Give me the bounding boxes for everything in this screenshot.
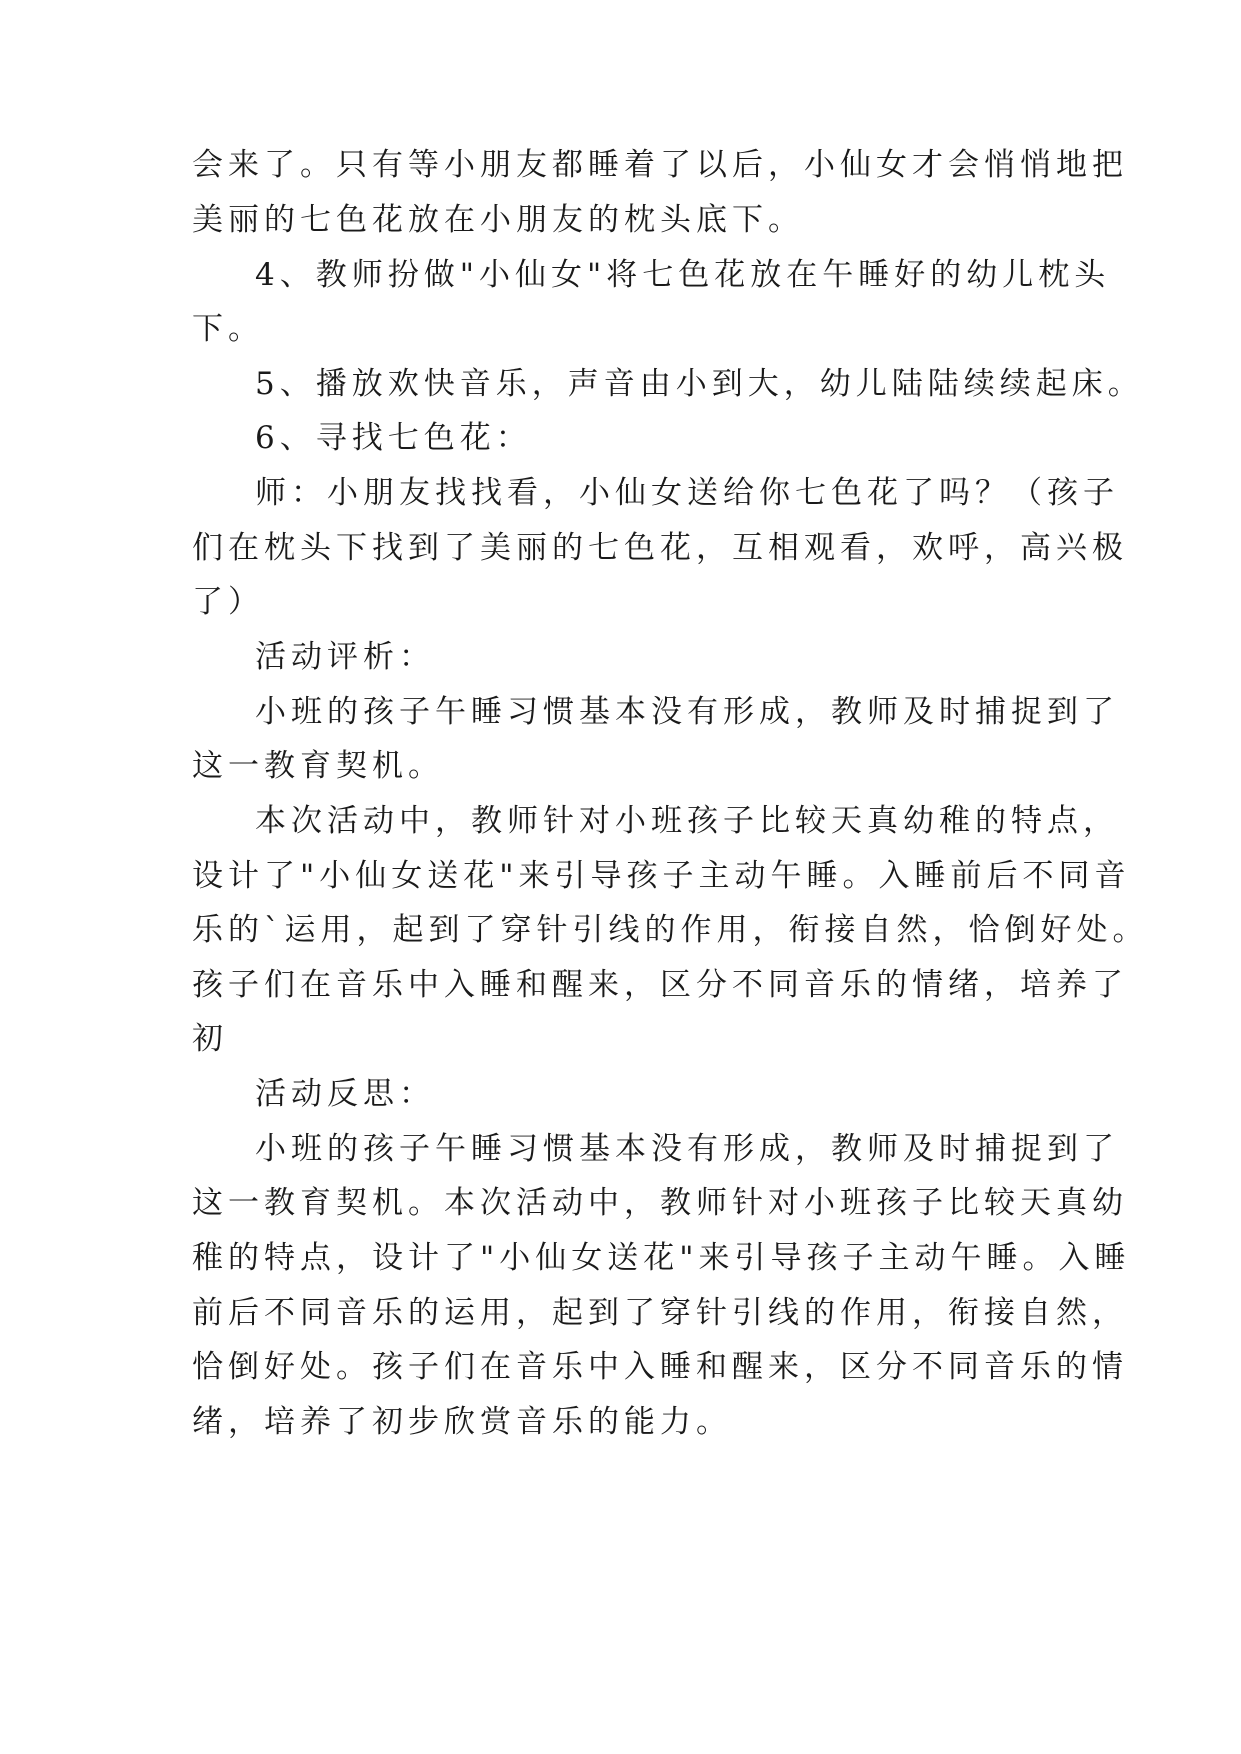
text-line: 绪，培养了初步欣赏音乐的能力。: [192, 1404, 732, 1440]
text-line: 美丽的七色花放在小朋友的枕头底下。: [192, 202, 804, 238]
section-heading: 活动反思：: [255, 1076, 435, 1112]
text-line: 师：小朋友找找看，小仙女送给你七色花了吗？（孩子: [255, 475, 1119, 511]
text-line: 孩子们在音乐中入睡和醒来，区分不同音乐的情绪，培养了: [192, 967, 1128, 1003]
text-line: 4、教师扮做"小仙女"将七色花放在午睡好的幼儿枕头: [255, 257, 1111, 293]
text-line: 乐的`运用，起到了穿针引线的作用，衔接自然，恰倒好处。: [192, 912, 1149, 948]
text-line: 了）: [192, 584, 264, 620]
section-heading: 活动评析：: [255, 639, 435, 675]
text-line: 前后不同音乐的运用，起到了穿针引线的作用，衔接自然，: [192, 1295, 1128, 1331]
text-line: 会来了。只有等小朋友都睡着了以后，小仙女才会悄悄地把: [192, 147, 1128, 183]
text-line: 小班的孩子午睡习惯基本没有形成，教师及时捕捉到了: [255, 694, 1119, 730]
text-line: 们在枕头下找到了美丽的七色花，互相观看，欢呼，高兴极: [192, 530, 1128, 566]
text-line: 6、寻找七色花：: [255, 420, 532, 456]
text-line: 这一教育契机。: [192, 748, 444, 784]
text-line: 设计了"小仙女送花"来引导孩子主动午睡。入睡前后不同音: [192, 858, 1131, 894]
text-line: 5、播放欢快音乐，声音由小到大，幼儿陆陆续续起床。: [255, 366, 1144, 402]
text-line: 小班的孩子午睡习惯基本没有形成，教师及时捕捉到了: [255, 1131, 1119, 1167]
text-line: 本次活动中，教师针对小班孩子比较天真幼稚的特点，: [255, 803, 1119, 839]
text-line: 稚的特点，设计了"小仙女送花"来引导孩子主动午睡。入睡: [192, 1240, 1131, 1276]
text-line: 初: [192, 1021, 228, 1057]
text-line: 这一教育契机。本次活动中，教师针对小班孩子比较天真幼: [192, 1185, 1128, 1221]
text-line: 恰倒好处。孩子们在音乐中入睡和醒来，区分不同音乐的情: [192, 1349, 1128, 1385]
text-line: 下。: [192, 311, 264, 347]
